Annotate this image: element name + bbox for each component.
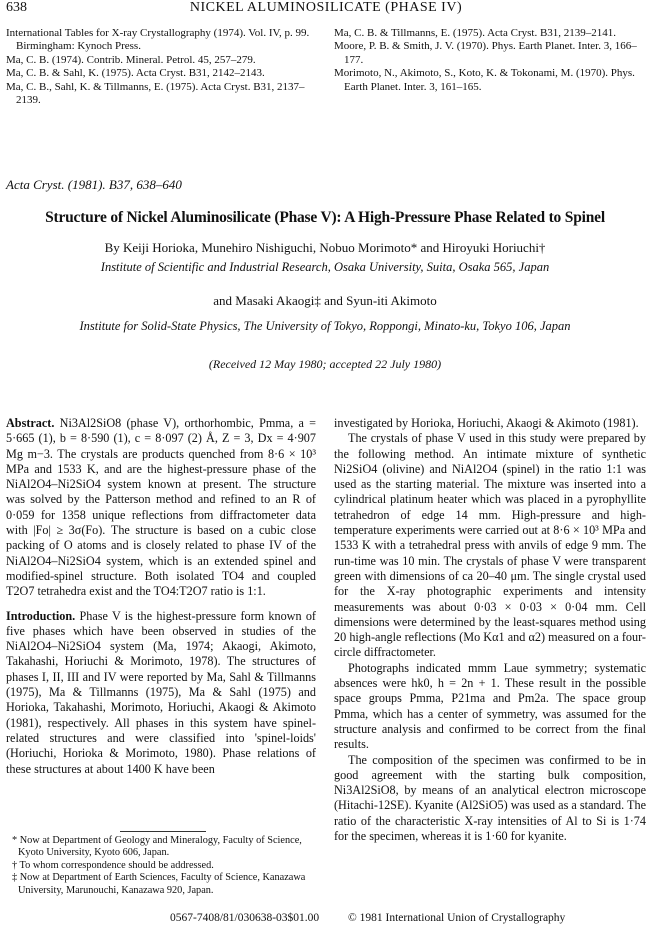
previous-article-references-right [334,27,646,94]
footnotes [6,835,316,897]
introduction-paragraph [6,609,316,777]
body-paragraph: Photographs indicated mmm Laue symmetry; systematic absences were hk0, h = 2n + 1. These result in the possible space groups Pmma, P21ma and Pm2a. The space group Pmma, which has a center of symmetry, was assumed for the structure analysis and confirmed to be correct from the final results. [334,660,646,752]
reference-item: Morimoto, N., Akimoto, S., Koto, K. & Tokonami, M. (1970). Phys. Earth Planet. Inter. 3, 161–165. [334,67,635,93]
previous-article-references-left [6,27,316,107]
right-text-column [334,416,646,844]
running-title: NICKEL ALUMINOSILICATE (PHASE IV) [189,0,463,15]
body-paragraph: The composition of the specimen was confirmed to be in good agreement with the starting bulk composition, Ni3Al2SiO8, by means of an analytical electron microscope (Hitachi-12SE). Kyanite (Al2SiO5) was used as a standard. The ratio of the characteristic X-ray intensities of Al to Si is 1·74 for the specimen, whereas it is 1·60 for kyanite. [334,752,646,844]
introduction-text: Phase V is the highest-pressure form known of five phases which have been observed in studies of the NiAl2O4–Ni2SiO4 system (Ma, 1974; Akaogi, Akimoto, Takahashi, Horiuchi & Morimoto, 1978). The structures of phases I, II, III and IV were reported by Ma, Sahl & Tillmanns (1975), Ma & Tillmanns (1975), Ma & Sahl (1975) and Horioka, Takahashi, Morimoto, Horiuchi, Akaogi & Akimoto (1981), respectively. All phases in this system have spinel-related structures and were classified into 'spinel-loids' (Horiuchi, Horioka & Morimoto, 1980). Phase relations of these structures at about 1400 K have been [6,608,316,776]
abstract-text: Ni3Al2SiO8 (phase V), orthorhombic, Pmma, a = 5·665 (1), b = 8·590 (1), c = 8·097 (2) Å, Z = 3, Dx = 4·907 Mg m−3. The crystals are products quenched from 8·6 × 10³ MPa and 1533 K, and are the highest-pressure phase of the NiAl2O4–Ni2SiO4 system known at present. The structure was solved by the Patterson method and refined to an R of 0·059 for 1358 unique reflections from diffractometer data with |Fo| ≥ 3σ(Fo). The structure is based on a cubic close packing of O atoms and is closely related to phase IV of the NiAl2O4–Ni2SiO4 system, which is an extended spinel and modified-spinel structure. Both isolated TO4 and coupled T2O7 tetrahedra exist and the TO4:T2O7 ratio is 1:1. [6,416,317,599]
author-list-2: and Masaki Akaogi‡ and Syun-iti Akimoto [213,293,437,308]
affiliation-2: Institute for Solid-State Physics, The University of Tokyo, Roppongi, Minato-ku, Tokyo 106, Japan [79,319,571,333]
introduction-heading: Introduction. [6,608,76,623]
page-header [6,0,646,18]
copyright-line: © 1981 International Union of Crystallography [348,912,566,924]
page-number: 638 [6,0,27,15]
reference-item: Moore, P. B. & Smith, J. V. (1970). Phys. Earth Planet. Inter. 3, 166–177. [334,40,637,66]
received-dates: (Received 12 May 1980; accepted 22 July 1980) [208,357,442,371]
reference-item: Ma, C. B. & Sahl, K. (1975). Acta Cryst. B31, 2142–2143. [6,67,265,80]
left-text-column [6,416,316,777]
article-title: Structure of Nickel Aluminosilicate (Phase V): A High-Pressure Phase Related to Spinel [45,209,605,226]
body-paragraph: The crystals of phase V used in this study were prepared by the following method. An intimate mixture of synthetic Ni2SiO4 (olivine) and NiAl2O4 (spinel) in the ratio 1:1 was used as the starting material. The mixture was inserted into a cylindrical platinum heater which was placed in a pyrophyllite tetrahedron of edge 14 mm. High-pressure and high-temperature experiments were carried out at 8·6 × 10³ MPa and 1533 K with a tetrahedral press with anvils of edge 9 mm. The run-time was 10 min. The crystals of phase V were transparent green with dimensions of ca 20–40 μm. The single crystal used for the X-ray photographic experiments and intensity measurements was about 0·03 × 0·03 × 0·04 mm. Cell dimensions were determined by the least-squares method using 20 high-angle reflections (Mo Kα1 and α2) measured on a four-circle diffractometer. [334,431,646,660]
journal-citation: Acta Cryst. (1981). B37, 638–640 [6,177,182,192]
footnote-item: * Now at Department of Geology and Mineralogy, Faculty of Science, Kyoto University, Kyoto 606, Japan. [12,835,302,859]
reference-item: Ma, C. B., Sahl, K. & Tillmanns, E. (1975). Acta Cryst. B31, 2137–2139. [6,80,305,107]
reference-item: Ma, C. B. (1974). Contrib. Mineral. Petrol. 45, 257–279. [6,53,256,66]
abstract-heading: Abstract. [6,416,55,430]
footnote-item: † To whom correspondence should be addressed. [12,859,214,871]
author-list-1: By Keiji Horioka, Munehiro Nishiguchi, Nobuo Morimoto* and Hiroyuki Horiuchi† [104,240,546,255]
reference-item: International Tables for X-ray Crystallography (1974). Vol. IV, p. 99. Birmingham: Kynoch Press. [6,27,310,53]
footnote-divider [120,831,206,832]
abstract-paragraph [6,416,316,600]
reference-item: Ma, C. B. & Tillmanns, E. (1975). Acta Cryst. B31, 2139–2141. [334,27,617,39]
issn-price-line: 0567-7408/81/030638-03$01.00 [170,912,320,924]
affiliation-1: Institute of Scientific and Industrial Research, Osaka University, Suita, Osaka 565, Japan [100,260,550,274]
footnote-item: ‡ Now at Department of Earth Sciences, Faculty of Science, Kanazawa University, Marunouchi, Kanazawa 920, Japan. [12,872,306,896]
body-paragraph: investigated by Horioka, Horiuchi, Akaogi & Akimoto (1981). [334,416,639,430]
